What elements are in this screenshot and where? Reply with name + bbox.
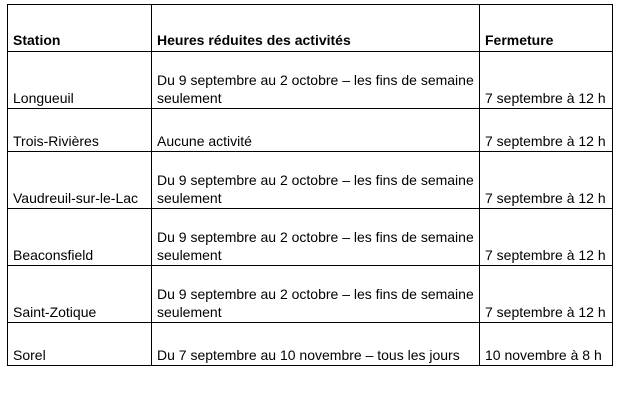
station-cell: Vaudreuil-sur-le-Lac [8, 152, 152, 209]
table-row [8, 323, 613, 366]
header-reduced-hours: Heures réduites des activités [152, 5, 480, 52]
station-cell: Beaconsfield [8, 209, 152, 266]
table-header-row [8, 5, 613, 52]
table-row [8, 109, 613, 152]
station-cell: Trois-Rivières [8, 109, 152, 152]
closing-cell: 7 septembre à 12 h [480, 152, 613, 209]
hours-cell: Aucune activité [152, 109, 480, 152]
station-schedule-table [7, 4, 613, 366]
hours-cell: Du 7 septembre au 10 novembre – tous les jours [152, 323, 480, 366]
closing-cell: 7 septembre à 12 h [480, 109, 613, 152]
station-cell: Sorel [8, 323, 152, 366]
closing-cell: 7 septembre à 12 h [480, 209, 613, 266]
table-row [8, 266, 613, 323]
closing-cell: 7 septembre à 12 h [480, 266, 613, 323]
hours-cell: Du 9 septembre au 2 octobre – les fins de semaine seulement [152, 209, 480, 266]
hours-cell: Du 9 septembre au 2 octobre – les fins de semaine seulement [152, 266, 480, 323]
hours-cell: Du 9 septembre au 2 octobre – les fins de semaine seulement [152, 152, 480, 209]
station-cell: Saint-Zotique [8, 266, 152, 323]
table-row [8, 52, 613, 109]
hours-cell: Du 9 septembre au 2 octobre – les fins de semaine seulement [152, 52, 480, 109]
closing-cell: 7 septembre à 12 h [480, 52, 613, 109]
header-closing: Fermeture [480, 5, 613, 52]
table-row [8, 209, 613, 266]
closing-cell: 10 novembre à 8 h [480, 323, 613, 366]
header-station: Station [8, 5, 152, 52]
table-row [8, 152, 613, 209]
station-cell: Longueuil [8, 52, 152, 109]
